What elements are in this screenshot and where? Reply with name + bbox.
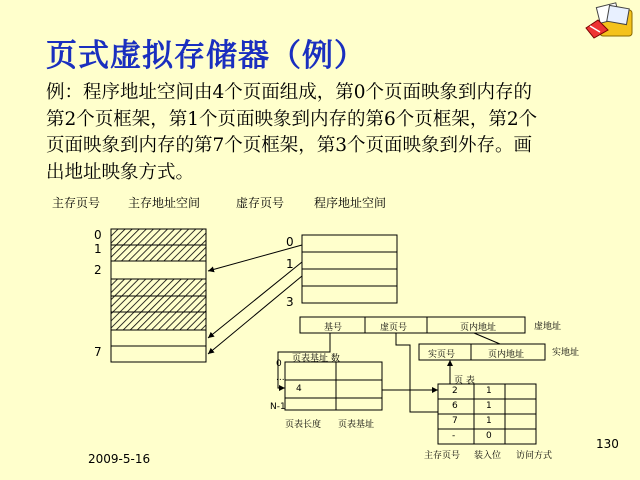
- body-line-2: 第2个页框架，第1个页面映象到内存的第6个页框架，第2个: [46, 108, 538, 130]
- base-row-label-0: 0: [276, 359, 282, 369]
- header-main-space: 主存地址空间: [128, 196, 201, 210]
- pt-r0-c1: 1: [486, 386, 492, 396]
- ra-label: 实地址: [552, 348, 580, 358]
- body-line-3: 页面映象到内存的第7个页框架，第3个页面映象到外存。画: [46, 135, 533, 156]
- pt-r3-c1: 0: [486, 431, 492, 441]
- base-col-length: 页表长度: [285, 420, 322, 430]
- va-field-base: 基号: [324, 323, 343, 333]
- header-main-page: 主存页号: [52, 196, 101, 210]
- program-page-label-3: 3: [286, 295, 294, 309]
- va-field-vpage: 虚页号: [380, 323, 408, 333]
- base-col-address: 页表基址: [338, 420, 375, 430]
- main-page-label-7: 7: [94, 345, 102, 359]
- footer-date: 2009-5-16: [88, 452, 151, 466]
- pt-r2-c1: 1: [486, 416, 492, 426]
- pt-r2-c0: 7: [452, 416, 458, 426]
- body-line-4: 出地址映象方式。: [46, 161, 195, 183]
- main-page-label-1: 1: [94, 242, 102, 256]
- pt-r1-c1: 1: [486, 401, 492, 411]
- header-virtual-page: 虚存页号: [236, 196, 285, 210]
- main-page-label-0: 0: [94, 228, 102, 242]
- base-row-label-n1: N-1: [270, 402, 286, 412]
- slide-title: 页式虚拟存储器（例）: [46, 38, 366, 74]
- page-number: 130: [596, 437, 619, 451]
- base-table-title: 页表基址 数: [292, 354, 340, 364]
- ra-field-offset: 页内地址: [488, 350, 525, 360]
- body-line-1: 例：程序地址空间由4个页面组成，第0个页面映象到内存的: [46, 82, 533, 103]
- header-program-space: 程序地址空间: [314, 196, 387, 210]
- pt-r0-c0: 2: [452, 386, 458, 396]
- va-label: 虚地址: [534, 322, 562, 332]
- pt-r1-c0: 6: [452, 401, 458, 411]
- program-page-label-0: 0: [286, 235, 294, 249]
- main-page-label-2: 2: [94, 263, 102, 277]
- pt-col-page: 主存页号: [424, 451, 461, 461]
- main-memory-column: [111, 229, 206, 362]
- ra-field-page: 实页号: [428, 350, 456, 360]
- program-page-label-1: 1: [286, 257, 294, 271]
- program-space-column: [302, 235, 397, 303]
- page-table-title: 页 表: [454, 376, 475, 386]
- pt-r3-c0: -: [452, 431, 456, 441]
- pt-col-access: 访问方式: [516, 451, 553, 461]
- base-row-label-dots: ...: [276, 373, 285, 383]
- pt-col-loaded: 装入位: [474, 451, 502, 461]
- base-entry-value: 4: [296, 384, 302, 394]
- va-field-offset: 页内地址: [460, 323, 497, 333]
